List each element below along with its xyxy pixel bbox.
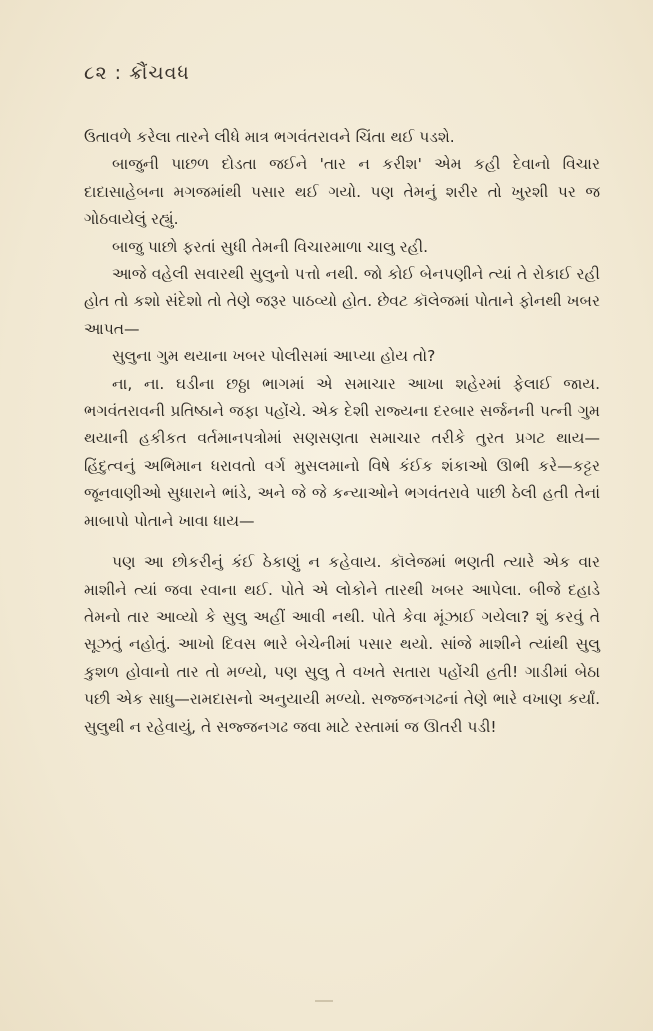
page-header: ૮૨ : ક્રૌંચવધ (84, 62, 190, 84)
page-body (84, 124, 600, 741)
paragraph-5: સુલુના ગુમ થયાના ખબર પોલીસમાં આપ્યા હોય તો? (112, 347, 436, 366)
paragraph-2: બાજુની પાછળ દોડતા જઈને 'તાર ન કરીશ' એમ કહી દેવાનો વિચાર દાદાસાહેબના મગજમાંથી પસાર થઈ ગયો. પણ તેમનું શરીર તો ખુરશી પર જ ગોઠવાયેલું રહ્યું. (84, 155, 600, 229)
paragraph-6: ના, ના. ઘડીના છઠ્ઠા ભાગમાં એ સમાચાર આખા શહેરમાં ફેલાઈ જાય. ભગવંતરાવની પ્રતિષ્ઠાને જફા પહોંચે. એક દેશી રાજ્યના દરબાર સર્જનની પત્ની ગુમ થયાની હકીકત વર્તમાનપત્રોમાં સણસણતા સમાચાર તરીકે તુરત પ્રગટ થાય—હિંદુત્વનું અભિમાન ધરાવતો વર્ગ મુસલમાનો વિષે કંઈક શંકાઓ ઊભી કરે—કટ્ટર જૂનવાણીઓ સુધારાને ભાંડે, અને જે જે કન્યાઓને ભગવંતરાવે પાછી ઠેલી હતી તેનાં માબાપો પોતાને ખાવા ધાય— (84, 374, 600, 530)
paragraph-1: ઉતાવળે કરેલા તારને લીધે માત્ર ભગવંતરાવને ચિંતા થઈ પડશે. (84, 128, 455, 146)
paragraph-3: બાજુ પાછો ફરતાં સુધી તેમની વિચારમાળા ચાલુ રહી. (112, 237, 429, 256)
page-footer-mark (315, 1000, 333, 1002)
paragraph-7: પણ આ છોકરીનું કંઈ ઠેકાણું ન કહેવાય. કૉલેજમાં ભણતી ત્યારે એક વાર માશીને ત્યાં જવા રવાના થઈ. પોતે એ લોકોને તારથી ખબર આપેલા. બીજે દહાડે તેમનો તાર આવ્યો કે સુલુ અહીં આવી નથી. પોતે કેવા મૂંઝાઈ ગયેલા? શું કરવું તે સૂઝતું નહોતું. આખો દિવસ ભારે બેચેનીમાં પસાર થયો. સાંજે માશીને ત્યાંથી સુલુ કુશળ હોવાનો તાર તો મળ્યો, પણ સુલુ તે વખતે સતારા પહોંચી હતી! ગાડીમાં બેઠા પછી એક સાધુ—રામદાસનો અનુયાયી મળ્યો. સજ્જનગઢનાં તેણે ભારે વખાણ કર્યાં. સુલુથી ન રહેવાયું, તે સજ્જનગઢ જવા માટે રસ્તામાં જ ઊતરી પડી! (84, 553, 600, 736)
paragraph-4: આજે વહેલી સવારથી સુલુનો પત્તો નથી. જો કોઈ બેનપણીને ત્યાં તે રોકાઈ રહી હોત તો કશો સંદેશો તો તેણે જરૂર પાઠવ્યો હોત. છેવટ કૉલેજમાં પોતાને ફોનથી ખબર આપત— (84, 265, 600, 338)
